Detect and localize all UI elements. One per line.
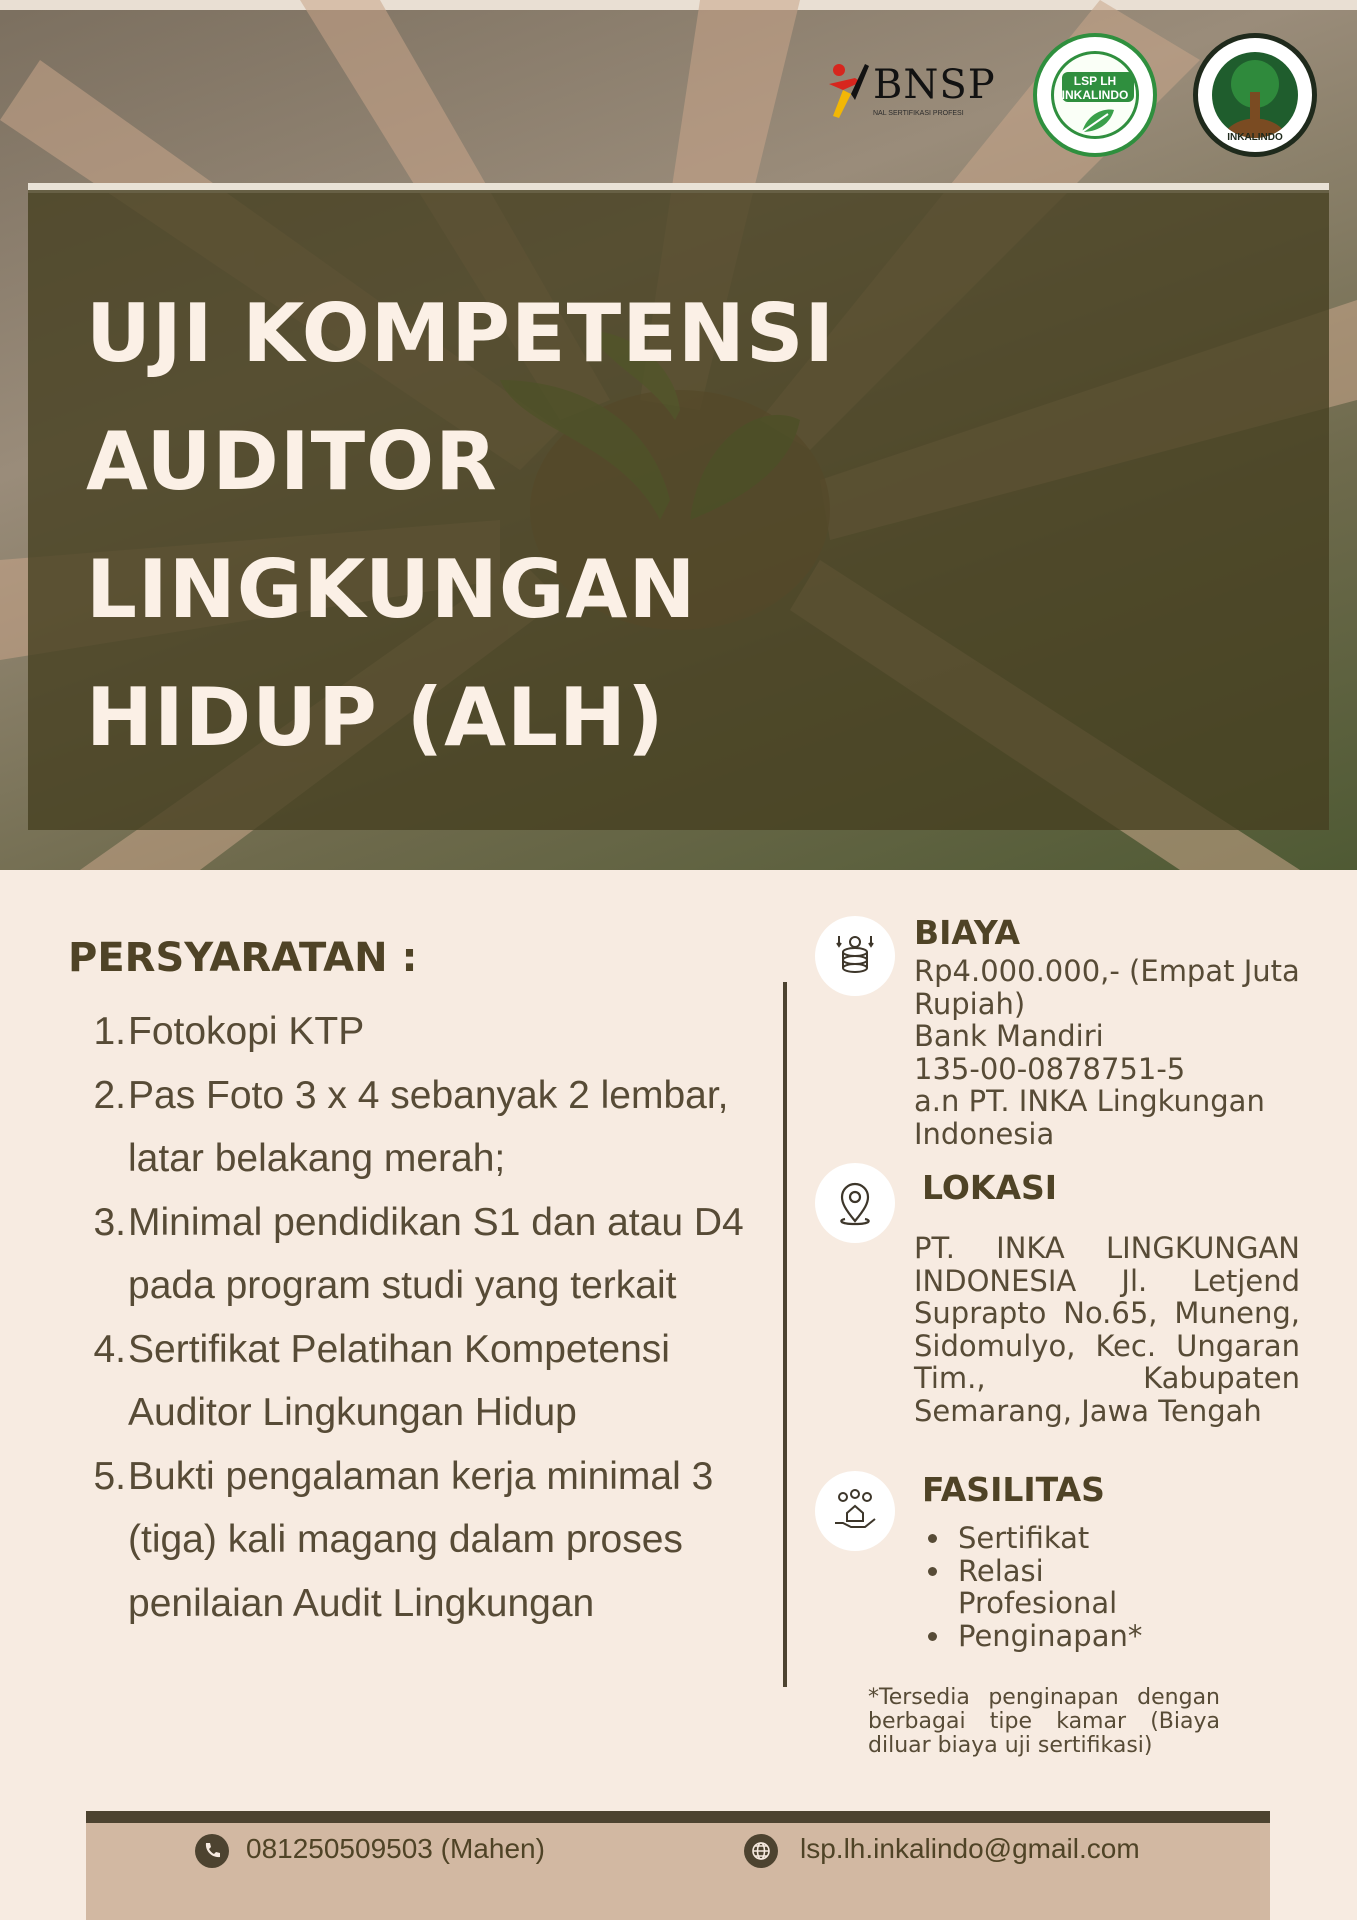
list-item-number: 2. xyxy=(93,1073,126,1117)
contact-phone[interactable]: 081250509503 (Mahen) xyxy=(246,1833,545,1864)
list-item-number: 3. xyxy=(93,1200,126,1244)
bnsp-subtitle: NAL SERTIFIKASI PROFESI xyxy=(873,110,964,117)
requirements-list xyxy=(78,1000,758,1635)
list-item xyxy=(78,1318,758,1445)
bnsp-figure-icon xyxy=(825,60,869,120)
column-divider xyxy=(783,982,787,1687)
inka-logo-inner xyxy=(1212,52,1298,138)
list-item xyxy=(78,1191,758,1318)
list-item-number: 1. xyxy=(93,1010,126,1053)
list-item-text: Sertifikat Pelatihan Kompetensi Auditor Lingkungan Hidup xyxy=(128,1327,670,1434)
phone-icon xyxy=(195,1834,229,1868)
list-item: Penginapan* xyxy=(958,1620,1178,1653)
hand-house-icon xyxy=(831,1487,879,1535)
list-item-text: Bukti pengalaman kerja minimal 3 (tiga) kali magang dalam proses penilaian Audit Lingkungan xyxy=(128,1454,714,1625)
location-icon-badge xyxy=(815,1163,895,1243)
list-item-text: Pas Foto 3 x 4 sebanyak 2 lembar, latar belakang merah; xyxy=(128,1073,729,1180)
biaya-heading: BIAYA xyxy=(914,913,1021,952)
bnsp-wordmark: BNSP xyxy=(873,62,996,108)
bnsp-logo xyxy=(825,56,995,126)
title-line-2: AUDITOR xyxy=(86,415,498,508)
biaya-bank: Bank Mandiri xyxy=(914,1019,1104,1053)
hero-banner xyxy=(0,0,1357,870)
footer-top-line xyxy=(86,1811,1270,1823)
biaya-account-number: 135-00-0878751-5 xyxy=(914,1051,1186,1086)
list-item xyxy=(78,1064,758,1191)
coins-icon xyxy=(831,932,879,980)
location-pin-icon xyxy=(831,1179,879,1227)
lsp-lh-inkalindo-logo xyxy=(1033,33,1157,157)
lsp-logo-inner xyxy=(1051,51,1139,139)
list-item-text: Fotokopi KTP xyxy=(128,1010,365,1053)
title-line-1: UJI KOMPETENSI xyxy=(86,287,836,380)
inka-logo-label: INKALINDO xyxy=(1227,132,1283,143)
list-item: Sertifikat xyxy=(958,1522,1178,1555)
fasilitas-list xyxy=(958,1522,1178,1652)
title-line-4: HIDUP (ALH) xyxy=(86,671,665,764)
cost-icon-badge xyxy=(815,916,895,996)
accommodation-note: *Tersedia penginapan dengan berbagai tipe kamar (Biaya diluar biaya uji sertifikasi) xyxy=(868,1685,1220,1758)
list-item-number: 5. xyxy=(93,1454,126,1498)
list-item xyxy=(78,1000,758,1064)
facilities-icon-badge xyxy=(815,1471,895,1551)
globe-icon xyxy=(744,1834,778,1868)
list-item-text: Minimal pendidikan S1 dan atau D4 pada program studi yang terkait xyxy=(128,1200,744,1307)
biaya-account-name: a.n PT. INKA Lingkungan Indonesia xyxy=(914,1084,1265,1151)
tree-icon xyxy=(1212,52,1298,138)
biaya-amount: Rp4.000.000,- (Empat Juta Rupiah) xyxy=(914,954,1300,1021)
list-item: Relasi Profesional xyxy=(958,1555,1178,1620)
list-item-number: 4. xyxy=(93,1327,126,1371)
requirements-heading: PERSYARATAN : xyxy=(68,935,418,981)
title-line-3: LINGKUNGAN xyxy=(86,543,697,636)
leaf-icon xyxy=(1078,106,1118,136)
contact-email[interactable]: lsp.lh.inkalindo@gmail.com xyxy=(800,1833,1140,1864)
lsp-logo-label: LSP LH INKALINDO xyxy=(1061,74,1129,102)
lokasi-address: PT. INKA LINGKUNGAN INDONESIA Jl. Letjend Suprapto No.65, Muneng, Sidomulyo, Kec. Ungaran Tim., Kabupaten Semarang, Jawa Tengah xyxy=(914,1231,1300,1428)
page-title xyxy=(86,270,846,782)
inkalindo-logo xyxy=(1193,33,1317,157)
fasilitas-heading: FASILITAS xyxy=(922,1470,1105,1509)
biaya-details xyxy=(914,955,1314,1150)
lokasi-heading: LOKASI xyxy=(922,1168,1058,1207)
list-item xyxy=(78,1445,758,1636)
